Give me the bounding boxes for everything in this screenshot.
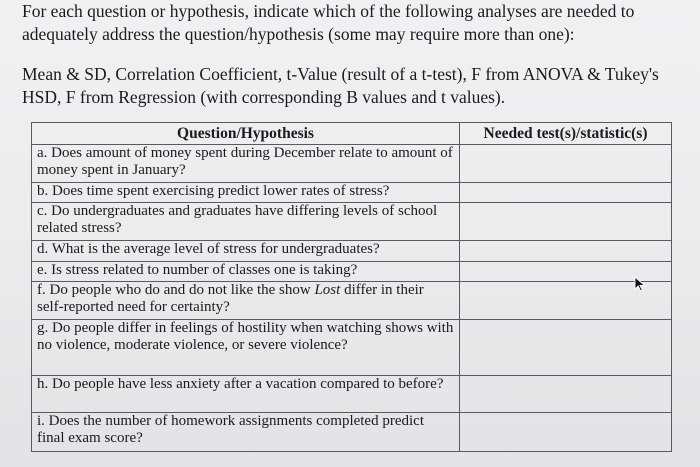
answer-cell[interactable] [460,376,672,413]
show-title: Lost [314,281,341,298]
table-row [32,182,672,202]
question-table [31,122,672,452]
question-cell: d. What is the average level of stress for undergraduates? [32,241,460,261]
header-needed-tests: Needed test(s)/statistic(s) [460,123,672,145]
question-cell: c. Do undergraduates and graduates have differing levels of school related stress? [32,202,460,240]
question-cell: h. Do people have less anxiety after a vacation compared to before? [32,376,460,413]
question-cell: a. Does amount of money spent during December relate to amount of money spent in January? [32,145,460,182]
answer-cell[interactable] [460,320,672,376]
answer-cell[interactable] [460,182,672,202]
instructions-analyses-list: Mean & SD, Correlation Coefficient, t-Value (result of a t-test), F from ANOVA & Tukey's HSD, F from Regression (with corresponding B values and t values). [22,64,659,107]
question-cell: b. Does time spent exercising predict lower rates of stress? [32,182,460,202]
table-row [32,241,672,261]
table-row [32,281,672,319]
question-cell: i. Does the number of homework assignments completed predict final exam score? [32,413,460,452]
answer-cell[interactable] [460,241,672,261]
mouse-pointer-icon [634,276,648,292]
table-header-row [32,123,672,145]
table-row [32,413,672,452]
table-row [32,202,672,240]
question-cell: e. Is stress related to number of classes one is taking? [32,261,460,281]
table-row [32,320,672,376]
instructions [22,0,682,109]
answer-cell[interactable] [460,413,672,452]
table-row [32,261,672,281]
question-text: differ in their self-reported need for certainty? [37,281,424,315]
question-cell: g. Do people differ in feelings of hostility when watching shows with no violence, moderate violence, or severe violence? [32,320,460,376]
instructions-question: For each question or hypothesis, indicate which of the following analyses are needed to adequately address the question/hypothesis (some may require more than one): [22,1,635,44]
question-text: f. Do people who do and do not like the show [37,281,315,298]
question-cell [32,281,460,319]
table-row [32,145,672,182]
table-row [32,376,672,413]
answer-cell[interactable] [460,145,672,182]
answer-cell[interactable] [460,202,672,240]
header-question-hypothesis: Question/Hypothesis [32,123,460,145]
